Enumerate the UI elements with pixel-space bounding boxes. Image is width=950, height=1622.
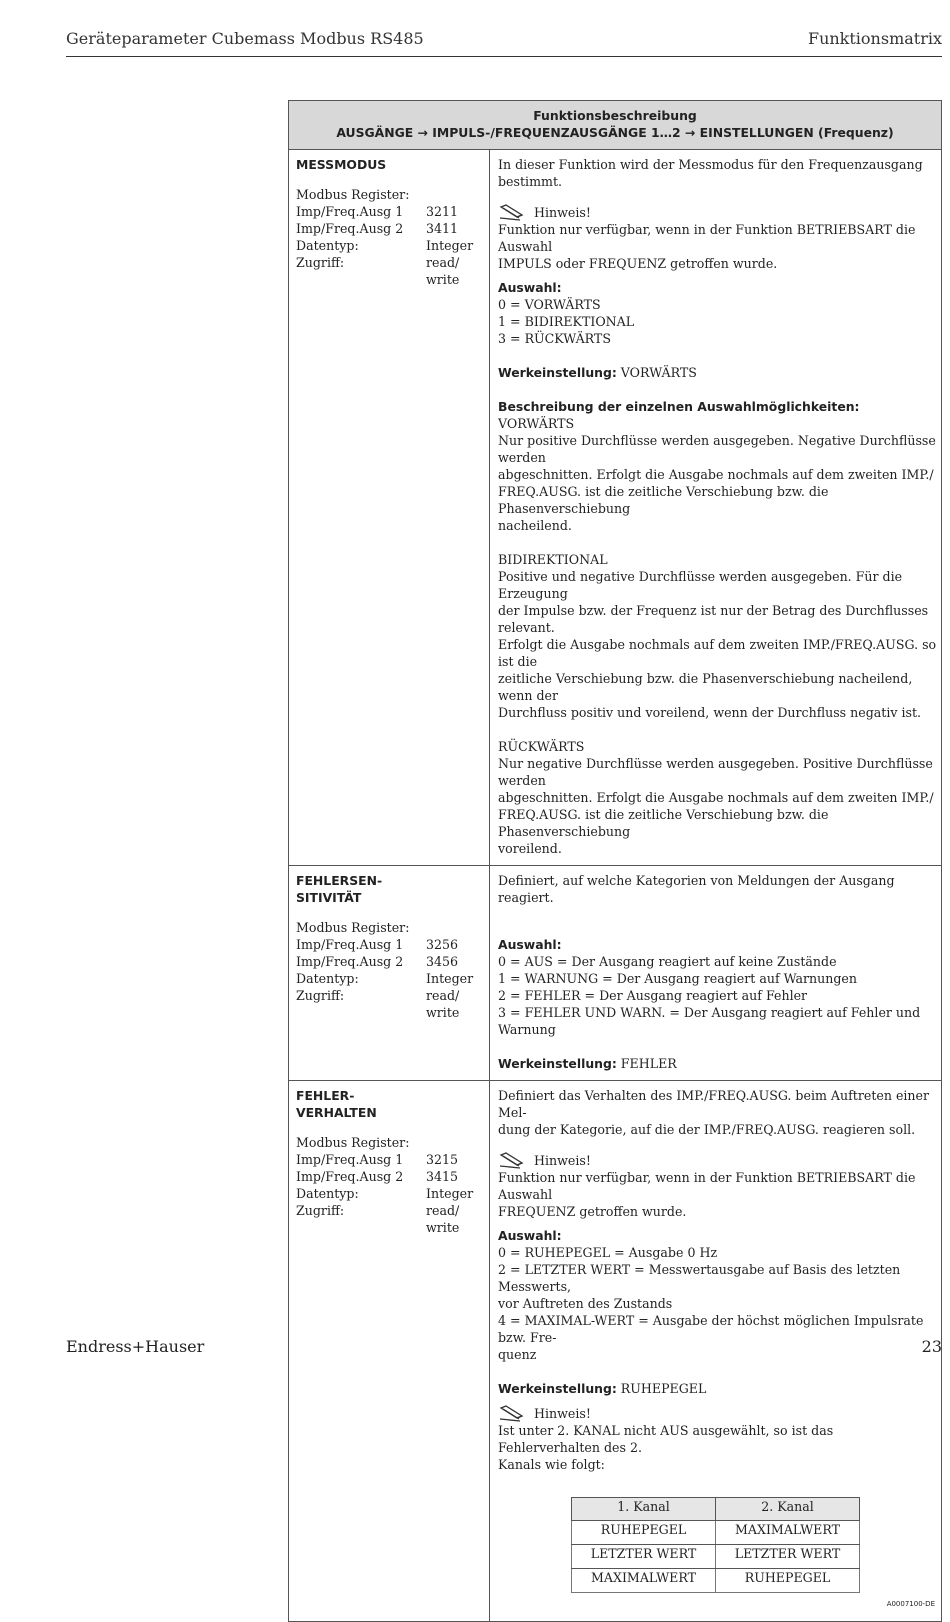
register-grid <box>296 936 482 1021</box>
register-title: Modbus Register: <box>296 920 410 935</box>
running-header-section: Funktionsmatrix <box>807 29 942 48</box>
channel-header-1: 1. Kanal <box>572 1498 716 1521</box>
datatype-label: Datentyp: <box>296 238 359 253</box>
hinweis-text: Kanals wie folgt: <box>498 1457 605 1472</box>
hinweis-label: Hinweis! <box>534 204 591 220</box>
default-setting <box>498 1380 937 1397</box>
default-label: Werkeinstellung: <box>498 1056 617 1071</box>
register-label: Imp/Freq.Ausg 1 <box>296 1152 404 1167</box>
auswahl-label: Auswahl: <box>498 280 562 295</box>
access-label: Zugriff: <box>296 988 345 1003</box>
table-heading-path: AUSGÄNGE → IMPULS-/FREQUENZAUSGÄNGE 1…2 → EINSTELLUNGEN (Frequenz) <box>336 125 894 140</box>
option-item: 2 = LETZTER WERT = Messwertausgabe auf Basis des letzten Messwerts, <box>498 1262 901 1294</box>
running-header-title: Geräteparameter Cubemass Modbus RS485 <box>66 29 424 48</box>
option-item: 4 = MAXIMAL-WERT = Ausgabe der höchst möglichen Impulsrate bzw. Fre- <box>498 1313 924 1345</box>
table-row-fehlersensitivitaet <box>289 866 942 1081</box>
option-item: 2 = FEHLER = Der Ausgang reagiert auf Fehler <box>498 988 808 1003</box>
hinweis-label: Hinweis! <box>534 1152 591 1168</box>
hinweis-text: Funktion nur verfügbar, wenn in der Funktion BETRIEBSART die Auswahl <box>498 1170 916 1202</box>
register-title: Modbus Register: <box>296 187 410 202</box>
function-name: FEHLER- VERHALTEN <box>296 1088 377 1120</box>
function-cell-fehlerverhalten <box>289 1081 490 1622</box>
register-value: 3456 <box>426 954 459 969</box>
description-intro: Definiert das Verhalten des IMP./FREQ.AUSG. beim Auftreten einer Mel- <box>498 1088 930 1120</box>
default-value: FEHLER <box>616 1056 677 1071</box>
default-setting <box>498 1055 937 1072</box>
access-value: read/ write <box>426 255 460 287</box>
pencil-note-icon <box>498 203 534 221</box>
channel-header-2: 2. Kanal <box>716 1498 860 1521</box>
description-intro: dung der Kategorie, auf die der IMP./FREQ.AUSG. reagieren soll. <box>498 1122 916 1137</box>
description-cell-messmodus <box>490 150 942 866</box>
default-label: Werkeinstellung: <box>498 365 617 380</box>
register-value: 3411 <box>426 221 459 236</box>
option-item: 3 = RÜCKWÄRTS <box>498 331 611 346</box>
description-intro: In dieser Funktion wird der Messmodus für den Frequenzausgang bestimmt. <box>498 157 923 189</box>
hinweis-text: Ist unter 2. KANAL nicht AUS ausgewählt, so ist das Fehlerverhalten des 2. <box>498 1423 834 1455</box>
register-label: Imp/Freq.Ausg 2 <box>296 1169 404 1184</box>
access-value: read/ write <box>426 988 460 1020</box>
description-intro: Definiert, auf welche Kategorien von Meldungen der Ausgang reagiert. <box>498 873 895 905</box>
default-label: Werkeinstellung: <box>498 1381 617 1396</box>
figure-id: A0007100-DE <box>886 1600 935 1608</box>
description-cell-fehlerverhalten <box>490 1081 942 1622</box>
default-value: RUHEPEGEL <box>616 1381 707 1396</box>
footer-brand: Endress+Hauser <box>66 1337 205 1356</box>
register-grid <box>296 203 482 288</box>
option-item: 0 = RUHEPEGEL = Ausgabe 0 Hz <box>498 1245 718 1260</box>
option-item: quenz <box>498 1347 537 1362</box>
datatype-value: Integer <box>426 1186 474 1201</box>
function-name: MESSMODUS <box>296 157 387 172</box>
hinweis-label: Hinweis! <box>534 1405 591 1421</box>
datatype-label: Datentyp: <box>296 1186 359 1201</box>
table-heading <box>289 101 942 150</box>
table-row <box>572 1521 860 1545</box>
access-label: Zugriff: <box>296 1203 345 1218</box>
register-value: 3215 <box>426 1152 459 1167</box>
channel-behavior-table <box>571 1497 860 1593</box>
register-grid <box>296 1151 482 1236</box>
table-cell: LETZTER WERT <box>572 1545 716 1569</box>
table-row <box>572 1545 860 1569</box>
table-cell: RUHEPEGEL <box>572 1521 716 1545</box>
datatype-label: Datentyp: <box>296 971 359 986</box>
function-cell-fehlersensitivitaet <box>289 866 490 1081</box>
register-title: Modbus Register: <box>296 1135 410 1150</box>
table-row-fehlerverhalten <box>289 1081 942 1622</box>
access-label: Zugriff: <box>296 255 345 270</box>
option-item: 1 = WARNUNG = Der Ausgang reagiert auf Warnungen <box>498 971 857 986</box>
description-cell-fehlersensitivitaet <box>490 866 942 1081</box>
function-matrix-table <box>288 100 942 1622</box>
table-cell: MAXIMALWERT <box>716 1521 860 1545</box>
table-row-messmodus <box>289 150 942 866</box>
default-value: VORWÄRTS <box>616 365 697 380</box>
register-label: Imp/Freq.Ausg 2 <box>296 221 404 236</box>
default-setting <box>498 364 937 381</box>
register-value: 3415 <box>426 1169 459 1184</box>
register-label: Imp/Freq.Ausg 1 <box>296 204 404 219</box>
table-cell: MAXIMALWERT <box>572 1569 716 1593</box>
option-item: 0 = VORWÄRTS <box>498 297 601 312</box>
table-heading-title: Funktionsbeschreibung <box>533 108 697 123</box>
table-row <box>572 1569 860 1593</box>
page-number: 23 <box>921 1337 942 1356</box>
auswahl-label: Auswahl: <box>498 1228 562 1243</box>
datatype-value: Integer <box>426 971 474 986</box>
register-value: 3256 <box>426 937 459 952</box>
option-item: 3 = FEHLER UND WARN. = Der Ausgang reagiert auf Fehler und Warnung <box>498 1005 921 1037</box>
function-cell-messmodus <box>289 150 490 866</box>
function-name: FEHLERSEN- SITIVITÄT <box>296 873 383 905</box>
auswahl-label: Auswahl: <box>498 937 562 952</box>
option-item: vor Auftreten des Zustands <box>498 1296 673 1311</box>
option-description-bidirektional: BIDIREKTIONAL Positive und negative Durchflüsse werden ausgegeben. Für die Erzeugung der Impulse bzw. der Frequenz ist nur der Betrag des Durchflusses relevant. Erfolgt die Ausgabe nochmals auf dem zweiten IMP./FREQ.AUSG. so ist die zeitliche Verschiebung bzw. die Phasenverschiebung nacheilend, wenn der Durchfluss positiv und voreilend, wenn der Durchfluss negativ ist. <box>498 552 937 720</box>
hinweis-note <box>498 1151 937 1169</box>
table-cell: LETZTER WERT <box>716 1545 860 1569</box>
hinweis-text: IMPULS oder FREQUENZ getroffen wurde. <box>498 256 778 271</box>
register-label: Imp/Freq.Ausg 1 <box>296 937 404 952</box>
register-value: 3211 <box>426 204 459 219</box>
option-description-rueckwaerts: RÜCKWÄRTS Nur negative Durchflüsse werden ausgegeben. Positive Durchflüsse werden abgeschnitten. Erfolgt die Ausgabe nochmals auf dem zweiten IMP./ FREQ.AUSG. ist die zeitliche Verschiebung bzw. die Phasenverschiebung voreilend. <box>498 739 934 856</box>
datatype-value: Integer <box>426 238 474 253</box>
pencil-note-icon <box>498 1151 534 1169</box>
option-item: 0 = AUS = Der Ausgang reagiert auf keine Zustände <box>498 954 837 969</box>
option-description-heading: Beschreibung der einzelnen Auswahlmöglichkeiten: <box>498 399 860 414</box>
register-label: Imp/Freq.Ausg 2 <box>296 954 404 969</box>
access-value: read/ write <box>426 1203 460 1235</box>
hinweis-text: FREQUENZ getroffen wurde. <box>498 1204 687 1219</box>
option-description-vorwaerts: VORWÄRTS Nur positive Durchflüsse werden ausgegeben. Negative Durchflüsse werden abgeschnitten. Erfolgt die Ausgabe nochmals auf dem zweiten IMP./ FREQ.AUSG. ist die zeitliche Verschiebung bzw. die Phasenverschiebung nacheilend. <box>498 416 936 533</box>
option-item: 1 = BIDIREKTIONAL <box>498 314 635 329</box>
hinweis-text: Funktion nur verfügbar, wenn in der Funktion BETRIEBSART die Auswahl <box>498 222 916 254</box>
table-cell: RUHEPEGEL <box>716 1569 860 1593</box>
pencil-note-icon <box>498 1404 534 1422</box>
hinweis-note <box>498 1404 937 1422</box>
header-rule <box>66 56 942 57</box>
hinweis-note <box>498 203 937 221</box>
